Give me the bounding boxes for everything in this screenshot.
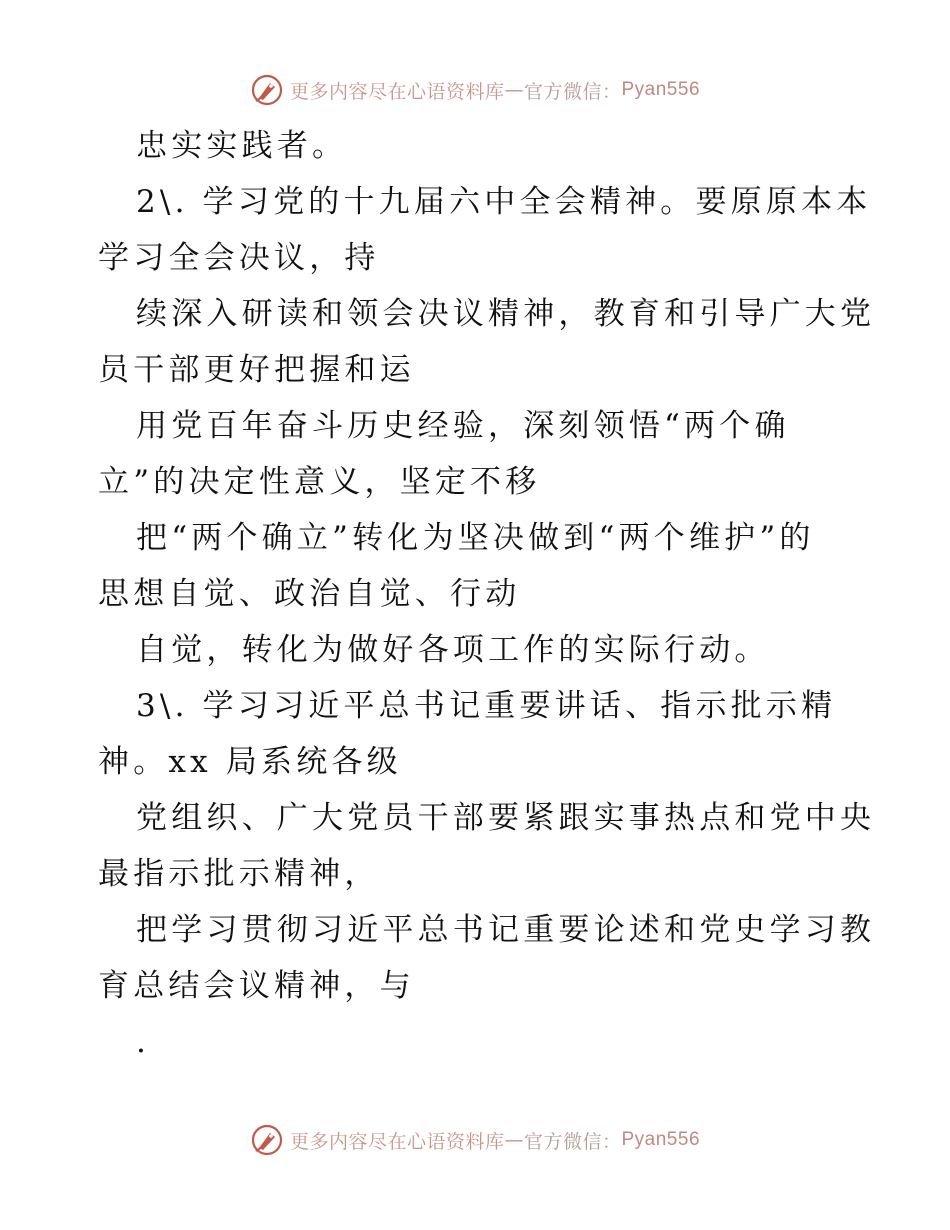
- watermark-main-text: 更多内容尽在心语资料库: [289, 1130, 505, 1153]
- text-line: 神。xx 局系统各级: [98, 744, 402, 780]
- watermark-main-text: 更多内容尽在心语资料库: [289, 80, 505, 103]
- text-line: 党组织、广大党员干部要紧跟实事热点和党中央: [136, 800, 876, 836]
- text-line: 用党百年奋斗历史经验，深刻领悟“两个确: [136, 408, 790, 444]
- watermark-suffix-text: 官方微信：: [523, 80, 622, 103]
- watermark-header: [0, 70, 950, 110]
- text-line: 把“两个确立”转化为坚决做到“两个维护”的: [136, 520, 815, 556]
- text-line: 自觉，转化为做好各项工作的实际行动。: [136, 632, 770, 668]
- watermark-suffix-text: 官方微信：: [523, 1130, 622, 1153]
- text-line: .: [136, 1024, 151, 1060]
- document-body: [98, 118, 876, 1070]
- text-line: 育总结会议精神，与: [98, 968, 415, 1004]
- text-line: 员干部更好把握和运: [98, 352, 415, 388]
- watermark-dash: —: [504, 79, 524, 101]
- text-line: 续深入研读和领会决议精神，教育和引导广大党: [136, 296, 876, 332]
- pen-nib-logo-icon: [250, 73, 284, 107]
- text-line: 最指示批示精神，: [98, 856, 380, 892]
- watermark-wechat-id: Pyan556: [621, 1129, 701, 1150]
- text-line: 3\. 学习习近平总书记重要讲话、指示批示精: [136, 688, 837, 724]
- watermark-wechat-id: Pyan556: [621, 79, 701, 100]
- text-line: 立”的决定性意义，坚定不移: [98, 464, 541, 500]
- text-line: 学习全会决议，持: [98, 240, 380, 276]
- pen-nib-logo-icon: [250, 1123, 284, 1157]
- text-line: 2\. 学习党的十九届六中全会精神。要原原本本: [136, 184, 872, 220]
- watermark-dash: —: [504, 1129, 524, 1151]
- text-line: 思想自觉、政治自觉、行动: [98, 576, 521, 612]
- watermark-footer: [0, 1120, 950, 1160]
- text-line: 把学习贯彻习近平总书记重要论述和党史学习教: [136, 912, 876, 948]
- text-line: 忠实实践者。: [136, 128, 348, 164]
